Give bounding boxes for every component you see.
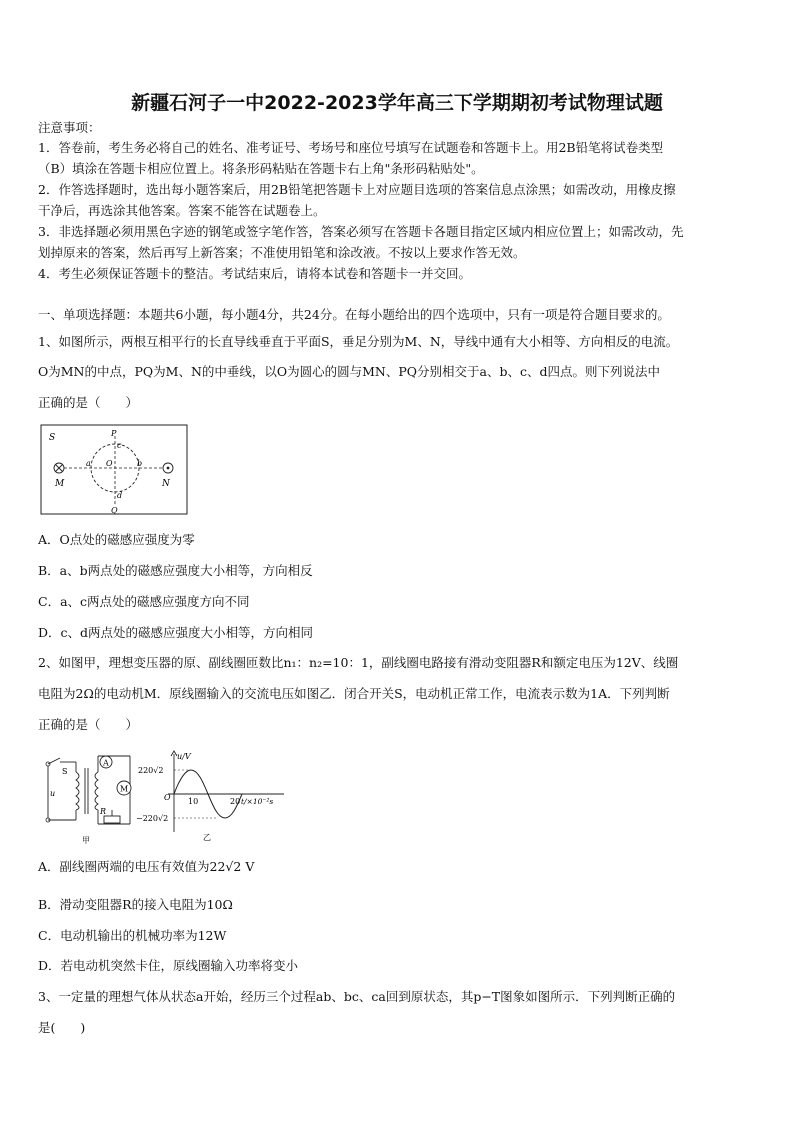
notice-line: 1．答卷前，考生务必将自己的姓名、准考证号、考场号和座位号填写在试题卷和答题卡上。用2B铅笔将试卷类型 bbox=[38, 140, 664, 155]
label-t20: 20 bbox=[230, 797, 241, 806]
notice-line: 划掉原来的答案，然后再写上新答案；不准使用铅笔和涂改液。不按以上要求作答无效。 bbox=[38, 245, 526, 260]
label-u: u bbox=[50, 789, 56, 798]
label-x-axis: t/×10⁻²s bbox=[241, 797, 274, 806]
q1-option-c: C．a、c两点处的磁感应强度方向不同 bbox=[38, 594, 250, 609]
label-y-max: 220√2 bbox=[138, 766, 164, 775]
label-O: O bbox=[106, 459, 113, 468]
label-c: c bbox=[117, 441, 122, 450]
q1-option-b: B．a、b两点处的磁感应强度大小相等，方向相反 bbox=[38, 563, 313, 578]
q1-option-d: D．c、d两点处的磁感应强度大小相等，方向相同 bbox=[38, 625, 314, 640]
label-motor: M bbox=[120, 784, 129, 794]
voltage-graph bbox=[136, 751, 284, 842]
q2-stem-line: 正确的是（ ） bbox=[38, 717, 139, 732]
label-P: P bbox=[111, 429, 117, 438]
q1-option-a: A．O点处的磁感应强度为零 bbox=[38, 532, 195, 547]
q2-figure bbox=[40, 748, 300, 848]
label-S: S bbox=[49, 433, 56, 443]
q2-option-c: C．电动机输出的机械功率为12W bbox=[38, 928, 227, 943]
label-ammeter: A bbox=[103, 758, 109, 768]
wire-into-page-icon bbox=[54, 463, 64, 473]
label-Q: Q bbox=[111, 506, 118, 515]
label-N: N bbox=[162, 479, 170, 489]
q2-stem-line: 2、如图甲，理想变压器的原、副线圈匝数比n₁：n₂=10：1，副线圈电路接有滑动变阻器R和额定电压为12V、线圈 bbox=[38, 655, 679, 670]
notice-line: 干净后，再选涂其他答案。答案不能答在试题卷上。 bbox=[38, 203, 326, 218]
q1-stem-line: 正确的是（ ） bbox=[38, 395, 139, 410]
q2-option-d: D．若电动机突然卡住，原线圈输入功率将变小 bbox=[38, 958, 299, 973]
notice-line: 4．考生必须保证答题卡的整洁。考试结束后，请将本试卷和答题卡一并交回。 bbox=[38, 266, 471, 281]
label-S: S bbox=[62, 767, 68, 776]
q3-stem-line: 3、一定量的理想气体从状态a开始，经历三个过程ab、bc、ca回到原状态，其p−T图象如图所示．下列判断正确的 bbox=[38, 989, 676, 1004]
section-heading: 一、单项选择题：本题共6小题，每小题4分，共24分。在每小题给出的四个选项中，只有一项是符合题目要求的。 bbox=[38, 307, 670, 322]
q3-stem-line: 是( ) bbox=[38, 1020, 86, 1035]
transformer-circuit bbox=[46, 756, 131, 845]
q1-stem-line: 1、如图所示，两根互相平行的长直导线垂直于平面S，垂足分别为M、N，导线中通有大小相等、方向相反的电流。 bbox=[38, 334, 679, 349]
wire-out-of-page-icon bbox=[163, 463, 173, 473]
notice-line: （B）填涂在答题卡相应位置上。将条形码粘贴在答题卡右上角"条形码粘贴处"。 bbox=[38, 161, 484, 176]
label-R: R bbox=[100, 807, 107, 816]
q1-figure bbox=[40, 424, 188, 516]
label-M: M bbox=[55, 479, 65, 489]
label-a: a bbox=[86, 459, 91, 468]
label-yi: 乙 bbox=[203, 833, 211, 842]
rheostat-icon bbox=[104, 816, 120, 823]
q1-stem-line: O为MN的中点，PQ为M、N的中垂线，以O为圆心的圆与MN、PQ分别相交于a、b、c、d四点。则下列说法中 bbox=[38, 364, 660, 379]
label-t10: 10 bbox=[188, 797, 199, 806]
notice-line: 2．作答选择题时，选出每小题答案后，用2B铅笔把答题卡上对应题目选项的答案信息点涂黑；如需改动，用橡皮擦 bbox=[38, 182, 676, 197]
notice-heading: 注意事项： bbox=[38, 120, 101, 135]
label-b: b bbox=[137, 459, 143, 468]
q2-stem-line: 电阻为2Ω的电动机M．原线圈输入的交流电压如图乙．闭合开关S，电动机正常工作，电流表示数为1A．下列判断 bbox=[38, 686, 670, 701]
label-y-min: −220√2 bbox=[136, 814, 169, 823]
q2-option-a: A．副线圈两端的电压有效值为22√2 V bbox=[38, 859, 255, 874]
page-title: 新疆石河子一中2022-2023学年高三下学期期初考试物理试题 bbox=[131, 92, 663, 114]
label-d: d bbox=[117, 491, 123, 500]
notice-line: 3．非选择题必须用黑色字迹的钢笔或签字笔作答，答案必须写在答题卡各题目指定区域内相应位置上；如需改动，先 bbox=[38, 224, 684, 239]
label-origin: O bbox=[164, 793, 171, 802]
q2-option-b: B．滑动变阻器R的接入电阻为10Ω bbox=[38, 897, 233, 912]
label-y-axis: u/V bbox=[177, 752, 191, 761]
label-jia: 甲 bbox=[82, 836, 90, 845]
